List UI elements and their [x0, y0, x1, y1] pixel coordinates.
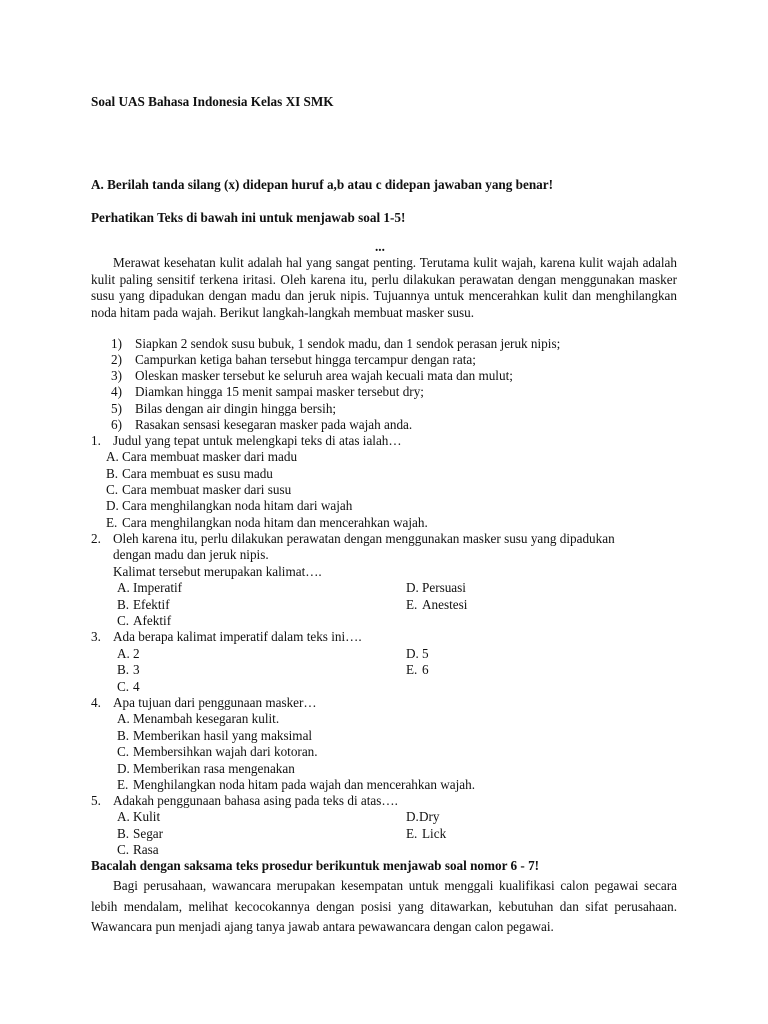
q4-option-e: E. Menghilangkan noda hitam pada wajah dan mencerahkan wajah.	[117, 777, 476, 792]
step-item: 2) Campurkan ketiga bahan tersebut hingga tercampur dengan rata;	[111, 352, 476, 367]
q1-option-a: A. Cara membuat masker dari madu	[106, 449, 298, 464]
question-3: 3. Ada berapa kalimat imperatif dalam teks ini….	[91, 629, 362, 644]
step-item: 6) Rasakan sensasi kesegaran masker pada wajah anda.	[111, 417, 413, 432]
q1-option-e: E. Cara menghilangkan noda hitam dan mencerahkan wajah.	[106, 515, 428, 530]
q3-option-e: E. 6	[406, 662, 429, 677]
q5-option-a: A. Kulit	[117, 809, 161, 824]
instruction-passage-1: Perhatikan Teks di bawah ini untuk menjawab soal 1-5!	[91, 210, 406, 225]
document-title: Soal UAS Bahasa Indonesia Kelas XI SMK	[91, 94, 334, 109]
instruction-passage-2: Bacalah dengan saksama teks prosedur berikuntuk menjawab soal nomor 6 - 7!	[91, 858, 540, 873]
passage-2: Bagi perusahaan, wawancara merupakan kesempatan untuk menggali kualifikasi calon pegawai secara lebih mendalam, melihat kecocokannya dengan posisi yang ditawarkan, kebutuhan dan sifat perusahaan. Wawancara pun menjadi ajang tanya jawab antara pewawancara dengan calon pegawai.	[91, 878, 677, 934]
q4-option-d: D. Memberikan rasa mengenakan	[117, 761, 295, 776]
question-4: 4. Apa tujuan dari penggunaan masker…	[91, 695, 317, 710]
q2-option-d: D. Persuasi	[406, 580, 466, 595]
q3-option-c: C. 4	[117, 679, 140, 694]
step-item: 4) Diamkan hingga 15 menit sampai masker tersebut dry;	[111, 384, 424, 399]
question-1: 1. Judul yang tepat untuk melengkapi teks di atas ialah…	[91, 433, 402, 448]
q3-option-b: B. 3	[117, 662, 140, 677]
ellipsis: ...	[375, 239, 385, 254]
step-item: 1) Siapkan 2 sendok susu bubuk, 1 sendok madu, dan 1 sendok perasan jeruk nipis;	[111, 336, 561, 351]
q2-option-c: C. Afektif	[117, 613, 172, 628]
q4-option-b: B. Memberikan hasil yang maksimal	[117, 728, 313, 743]
q1-option-b: B. Cara membuat es susu madu	[106, 466, 273, 481]
q2-option-e: E. Anestesi	[406, 597, 468, 612]
step-item: 5) Bilas dengan air dingin hingga bersih;	[111, 401, 337, 416]
question-2-line-3: Kalimat tersebut merupakan kalimat….	[113, 564, 322, 579]
q4-option-a: A. Menambah kesegaran kulit.	[117, 711, 280, 726]
q5-option-c: C. Rasa	[117, 842, 159, 857]
q2-option-a: A. Imperatif	[117, 580, 183, 595]
q1-option-d: D. Cara menghilangkan noda hitam dari wajah	[106, 498, 353, 513]
question-5: 5. Adakah penggunaan bahasa asing pada teks di atas….	[91, 793, 398, 808]
q5-option-b: B. Segar	[117, 826, 164, 841]
q1-option-c: C. Cara membuat masker dari susu	[106, 482, 292, 497]
q4-option-c: C. Membersihkan wajah dari kotoran.	[117, 744, 318, 759]
step-item: 3) Oleskan masker tersebut ke seluruh area wajah kecuali mata dan mulut;	[111, 368, 513, 383]
q3-option-a: A. 2	[117, 646, 140, 661]
section-a-heading: A. Berilah tanda silang (x) didepan huruf a,b atau c didepan jawaban yang benar!	[91, 177, 554, 192]
q5-option-e: E. Lick	[406, 826, 447, 841]
q3-option-d: D. 5	[406, 646, 429, 661]
q5-option-d: D.Dry	[406, 809, 440, 824]
question-2: 2. Oleh karena itu, perlu dilakukan perawatan dengan menggunakan masker susu yang dipadukan	[91, 531, 615, 546]
question-2-line-2: dengan madu dan jeruk nipis.	[113, 547, 269, 562]
passage-1: Merawat kesehatan kulit adalah hal yang sangat penting. Terutama kulit wajah, karena kulit wajah adalah kulit paling sensitif terkena iritasi. Oleh karena itu, perlu dilakukan perawatan dengan menggunakan masker susu yang dipadukan dengan madu dan jeruk nipis. Tujuannya untuk mencerahkan kulit dan menghilangkan noda hitam pada wajah. Berikut langkah-langkah membuat masker susu.	[91, 255, 677, 320]
q2-option-b: B. Efektif	[117, 597, 170, 612]
